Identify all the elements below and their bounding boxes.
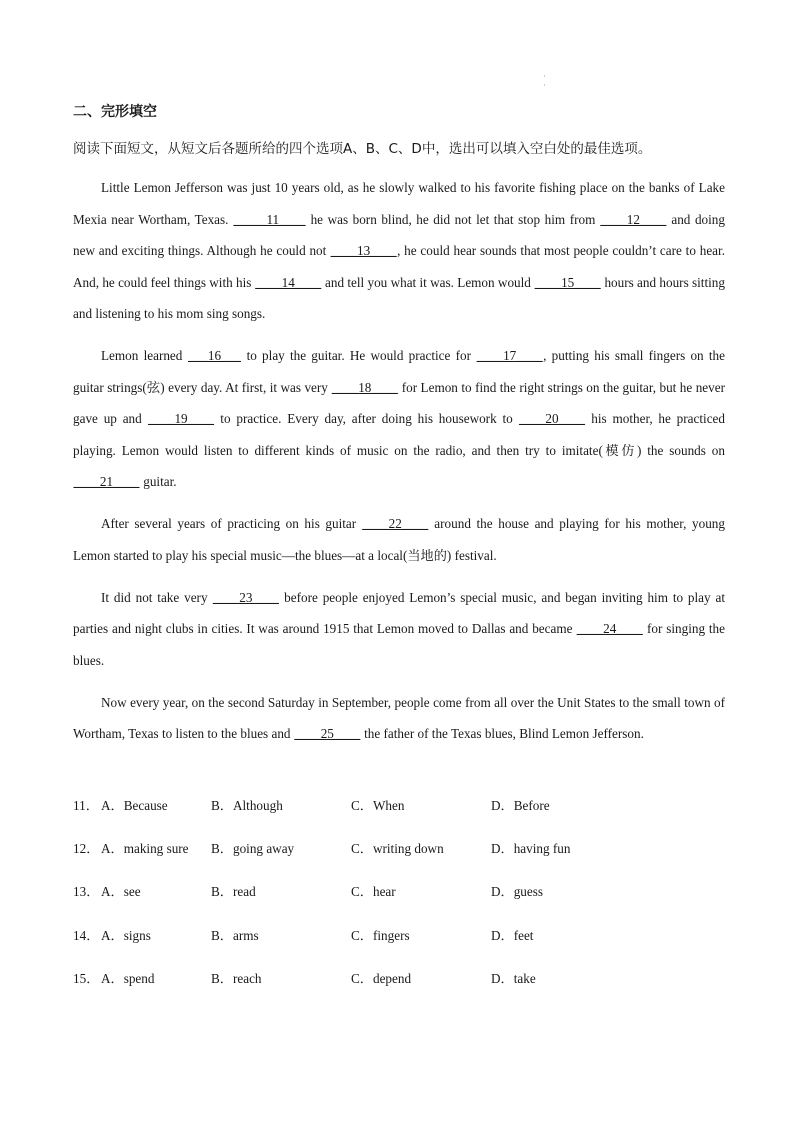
passage-text: around the house and playing for his mother, young Lemon started to play his special music—the blues—at a local(当地的) festival.: [73, 516, 725, 563]
option-a: A．making sure: [101, 841, 189, 857]
option-c: C．depend: [351, 970, 412, 986]
blank-18: ____18____: [331, 379, 398, 395]
option-d: D．feet: [491, 927, 534, 943]
blank-16: ___16___: [188, 348, 241, 363]
option-a: A．signs: [101, 927, 151, 943]
cloze-passage: [73, 172, 725, 750]
passage-text: Lemon learned: [101, 348, 188, 363]
option-c: C．writing down: [351, 841, 444, 857]
question-number: 12．: [73, 841, 100, 857]
passage-text: he was born blind, he did not let that stop him from: [306, 211, 600, 227]
blank-25: ____25____: [294, 726, 361, 741]
blank-24: ____24____: [576, 621, 643, 636]
option-d: D．take: [491, 970, 536, 986]
question-14: [73, 925, 693, 968]
blank-17: ____17____: [476, 348, 543, 363]
question-12: [73, 838, 693, 881]
paragraph-4: [73, 582, 725, 677]
option-a: A．Because: [101, 798, 168, 813]
passage-text: guitar.: [139, 474, 177, 489]
passage-text: to practice. Every day, after doing his housework to: [214, 411, 519, 426]
paragraph-1: [73, 172, 725, 330]
blank-22: ____22____: [362, 516, 429, 531]
blank-14: ____14____: [255, 274, 322, 290]
page-marker-dots: · ·: [543, 72, 546, 90]
question-options: [73, 795, 693, 1011]
question-number: 13．: [73, 884, 100, 900]
blank-11: _____11____: [233, 211, 306, 227]
passage-text: and doing new and exciting things. Although he could not: [73, 211, 725, 258]
option-d: D．having fun: [491, 841, 571, 857]
paragraph-3: [73, 508, 725, 571]
passage-text: , putting his small fingers on the guitar strings(弦) every day. At first, it was very: [73, 348, 725, 395]
passage-text: , he could hear sounds that most people couldn’t care to hear. And, he could feel things with his: [73, 243, 725, 290]
paragraph-5: [73, 687, 725, 750]
option-b: B．read: [211, 884, 256, 900]
question-number: 15．: [73, 970, 100, 986]
blank-20: ____20____: [519, 411, 585, 426]
section-title: 二、完形填空: [73, 104, 157, 120]
passage-text: Little Lemon Jefferson was just 10 years old, as he slowly walked to his favorite fishing place on the banks of Lake Mexia near Wortham, Texas.: [73, 180, 725, 227]
option-b: B．going away: [211, 841, 295, 857]
option-d: D．guess: [491, 884, 544, 900]
blank-13: ____13____: [330, 243, 397, 258]
passage-text: the father of the Texas blues, Blind Lemon Jefferson.: [360, 726, 644, 741]
question-13: [73, 881, 693, 924]
passage-text: for singing the blues.: [73, 621, 725, 668]
option-d: D．Before: [491, 798, 550, 813]
question-11: [73, 795, 693, 838]
passage-text: his mother, he practiced playing. Lemon would listen to different kinds of music on the radio, and then try to imitate(模仿) the sounds on: [73, 411, 725, 458]
blank-21: ____21____: [73, 474, 140, 489]
passage-text: It did not take very: [101, 589, 213, 605]
passage-text: to play the guitar. He would practice for: [241, 348, 477, 363]
option-b: B．arms: [211, 927, 259, 943]
option-b: B．Although: [211, 798, 283, 813]
option-a: A．spend: [101, 970, 155, 986]
instructions: 阅读下面短文，从短文后各题所给的四个选项A、B、C、D中，选出可以填入空白处的最佳选项。: [73, 141, 652, 157]
paragraph-2: [73, 340, 725, 498]
option-b: B．reach: [211, 970, 262, 986]
question-number: 14．: [73, 927, 100, 943]
option-c: C．When: [351, 798, 405, 813]
passage-text: and tell you what it was. Lemon would: [321, 274, 535, 290]
blank-23: ____23____: [212, 589, 279, 605]
option-c: C．fingers: [351, 927, 410, 943]
passage-text: for Lemon to find the right strings on the guitar, but he never gave up and: [73, 379, 725, 426]
blank-12: ____12____: [600, 211, 667, 227]
blank-19: ____19____: [148, 411, 214, 426]
option-a: A．see: [101, 884, 141, 900]
question-15: [73, 968, 693, 1011]
passage-text: After several years of practicing on his guitar: [101, 516, 362, 531]
option-c: C．hear: [351, 884, 396, 900]
question-number: 11．: [73, 798, 99, 813]
passage-text: hours and hours sitting and listening to his mom sing songs.: [73, 274, 725, 321]
blank-15: ____15____: [534, 274, 601, 290]
passage-text: before people enjoyed Lemon’s special music, and began inviting him to play at parties and night clubs in cities. It was around 1915 that Lemon moved to Dallas and became: [73, 589, 725, 636]
passage-text: Now every year, on the second Saturday in September, people come from all over the Unit States to the small town of Wortham, Texas to listen to the blues and: [73, 694, 725, 741]
